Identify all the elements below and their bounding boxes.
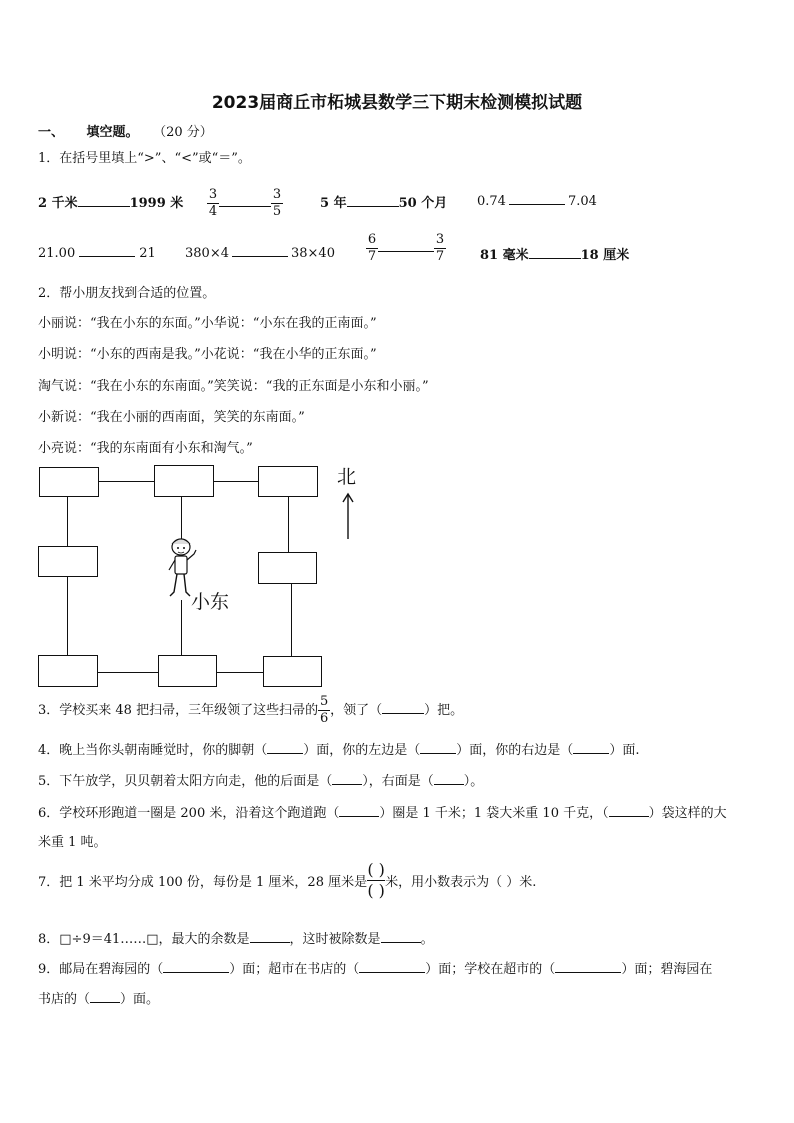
answer-blank[interactable] — [267, 741, 303, 754]
fraction: $\frac{3}{7}$ — [435, 232, 445, 264]
answer-blank[interactable] — [378, 239, 434, 252]
q9-text: 9．邮局在碧海园的（ ）面；超市在书店的（ ）面；学校在超市的（ ）面；碧海园在 — [38, 962, 713, 977]
answer-blank[interactable] — [79, 244, 135, 257]
answer-blank[interactable] — [250, 930, 290, 943]
position-box[interactable] — [38, 655, 98, 687]
q4-text: 4．晚上当你头朝南睡觉时，你的脚朝（ ）面，你的左边是（ ）面，你的右边是（ ）面. — [38, 743, 640, 758]
answer-blank[interactable] — [381, 930, 421, 943]
answer-blank[interactable] — [232, 244, 288, 257]
position-box[interactable] — [154, 465, 214, 497]
answer-blank[interactable] — [339, 804, 379, 817]
answer-blank[interactable] — [359, 960, 425, 973]
q1-row2-a: 21.00 21 — [38, 246, 156, 261]
position-box[interactable] — [258, 466, 318, 497]
q1-row2-c — [366, 232, 446, 265]
north-label: 北 — [337, 466, 357, 488]
q6-text: 6．学校环形跑道一圈是 200 米，沿着这个跑道跑（ ）圈是 1 千米；1 袋大米重 10 千克，（ ）袋这样的大 — [38, 806, 727, 821]
answer-blank[interactable] — [555, 960, 621, 973]
answer-blank[interactable] — [78, 194, 130, 207]
answer-blank[interactable] — [573, 741, 609, 754]
answer-blank[interactable] — [219, 194, 271, 207]
answer-blank[interactable] — [163, 960, 229, 973]
q1-row2-d: 81 毫米 18 厘米 — [480, 248, 630, 263]
answer-blank[interactable] — [509, 192, 565, 205]
answer-blank[interactable] — [609, 804, 649, 817]
q3-text: 3．学校买来 48 把扫帚，三年级领了这些扫帚的 $\frac{5}{6}$ ，领了（ ）把。 — [38, 694, 464, 726]
q2-line: 小丽说：“我在小东的东面。”小华说：“小东在我的正南面。” — [38, 316, 377, 331]
q2-line: 小明说：“小东的西南是我。”小花说：“我在小华的正东面。” — [38, 347, 377, 362]
answer-blank[interactable] — [332, 772, 362, 785]
answer-blank[interactable] — [382, 701, 424, 714]
xiaodong-label: 小东 — [191, 591, 230, 613]
q5-text: 5．下午放学，贝贝朝着太阳方向走，他的后面是（ ），右面是（ ）。 — [38, 774, 484, 789]
position-box[interactable] — [263, 656, 322, 687]
position-box[interactable] — [158, 655, 217, 687]
q1-row1-b — [207, 180, 283, 220]
section-points: （20 分） — [153, 125, 213, 140]
q1-row1-a: 2 千米 1999 米 — [38, 196, 184, 211]
fraction-blank[interactable]: $\frac{( )}{( )}$ — [367, 860, 385, 900]
q1-row2-b: 380×4 38×40 — [185, 246, 335, 261]
section-header — [38, 121, 213, 140]
q2-text: 2．帮小朋友找到合适的位置。 — [38, 286, 216, 301]
q2-line: 小新说：“我在小丽的西南面，笑笑的东南面。” — [38, 410, 305, 425]
fraction: $\frac{3}{4}$ — [208, 187, 218, 219]
q6-text-line2: 米重 1 吨。 — [38, 835, 107, 850]
answer-blank[interactable] — [420, 741, 456, 754]
position-box[interactable] — [39, 467, 99, 497]
section-number: 一、 — [38, 125, 65, 140]
q2-line: 淘气说：“我在小东的东南面。”笑笑说：“我的正东面是小东和小丽。” — [38, 379, 429, 394]
answer-blank[interactable] — [90, 990, 120, 1003]
q9-text-line2: 书店的（ ）面。 — [38, 992, 160, 1007]
position-box[interactable] — [258, 552, 317, 584]
position-box[interactable] — [38, 546, 98, 577]
answer-blank[interactable] — [347, 194, 399, 207]
q1-row1-d: 0.74 7.04 — [477, 194, 597, 209]
fraction: $\frac{6}{7}$ — [367, 232, 377, 264]
section-name: 填空题。 — [86, 125, 139, 140]
fraction: $\frac{3}{5}$ — [272, 187, 282, 219]
page-title: 2023届商丘市柘城县数学三下期末检测模拟试题 — [211, 93, 583, 113]
north-arrow-icon — [341, 492, 355, 540]
answer-blank[interactable] — [434, 772, 464, 785]
q1-row1-c: 5 年 50 个月 — [320, 196, 448, 211]
q2-line: 小亮说：“我的东南面有小东和淘气。” — [38, 441, 253, 456]
fraction: $\frac{5}{6}$ — [319, 694, 329, 726]
q1-text: 1．在括号里填上“>”、“<”或“＝”。 — [38, 151, 251, 166]
answer-blank[interactable] — [529, 246, 581, 259]
q7-text: 7．把 1 米平均分成 100 份，每份是 1 厘米，28 厘米是 $\frac{( )}{( )}$ 米，用小数表示为（ ）米. — [38, 860, 537, 900]
q8-text: 8．□÷9＝41……□，最大的余数是 ，这时被除数是 。 — [38, 932, 434, 947]
